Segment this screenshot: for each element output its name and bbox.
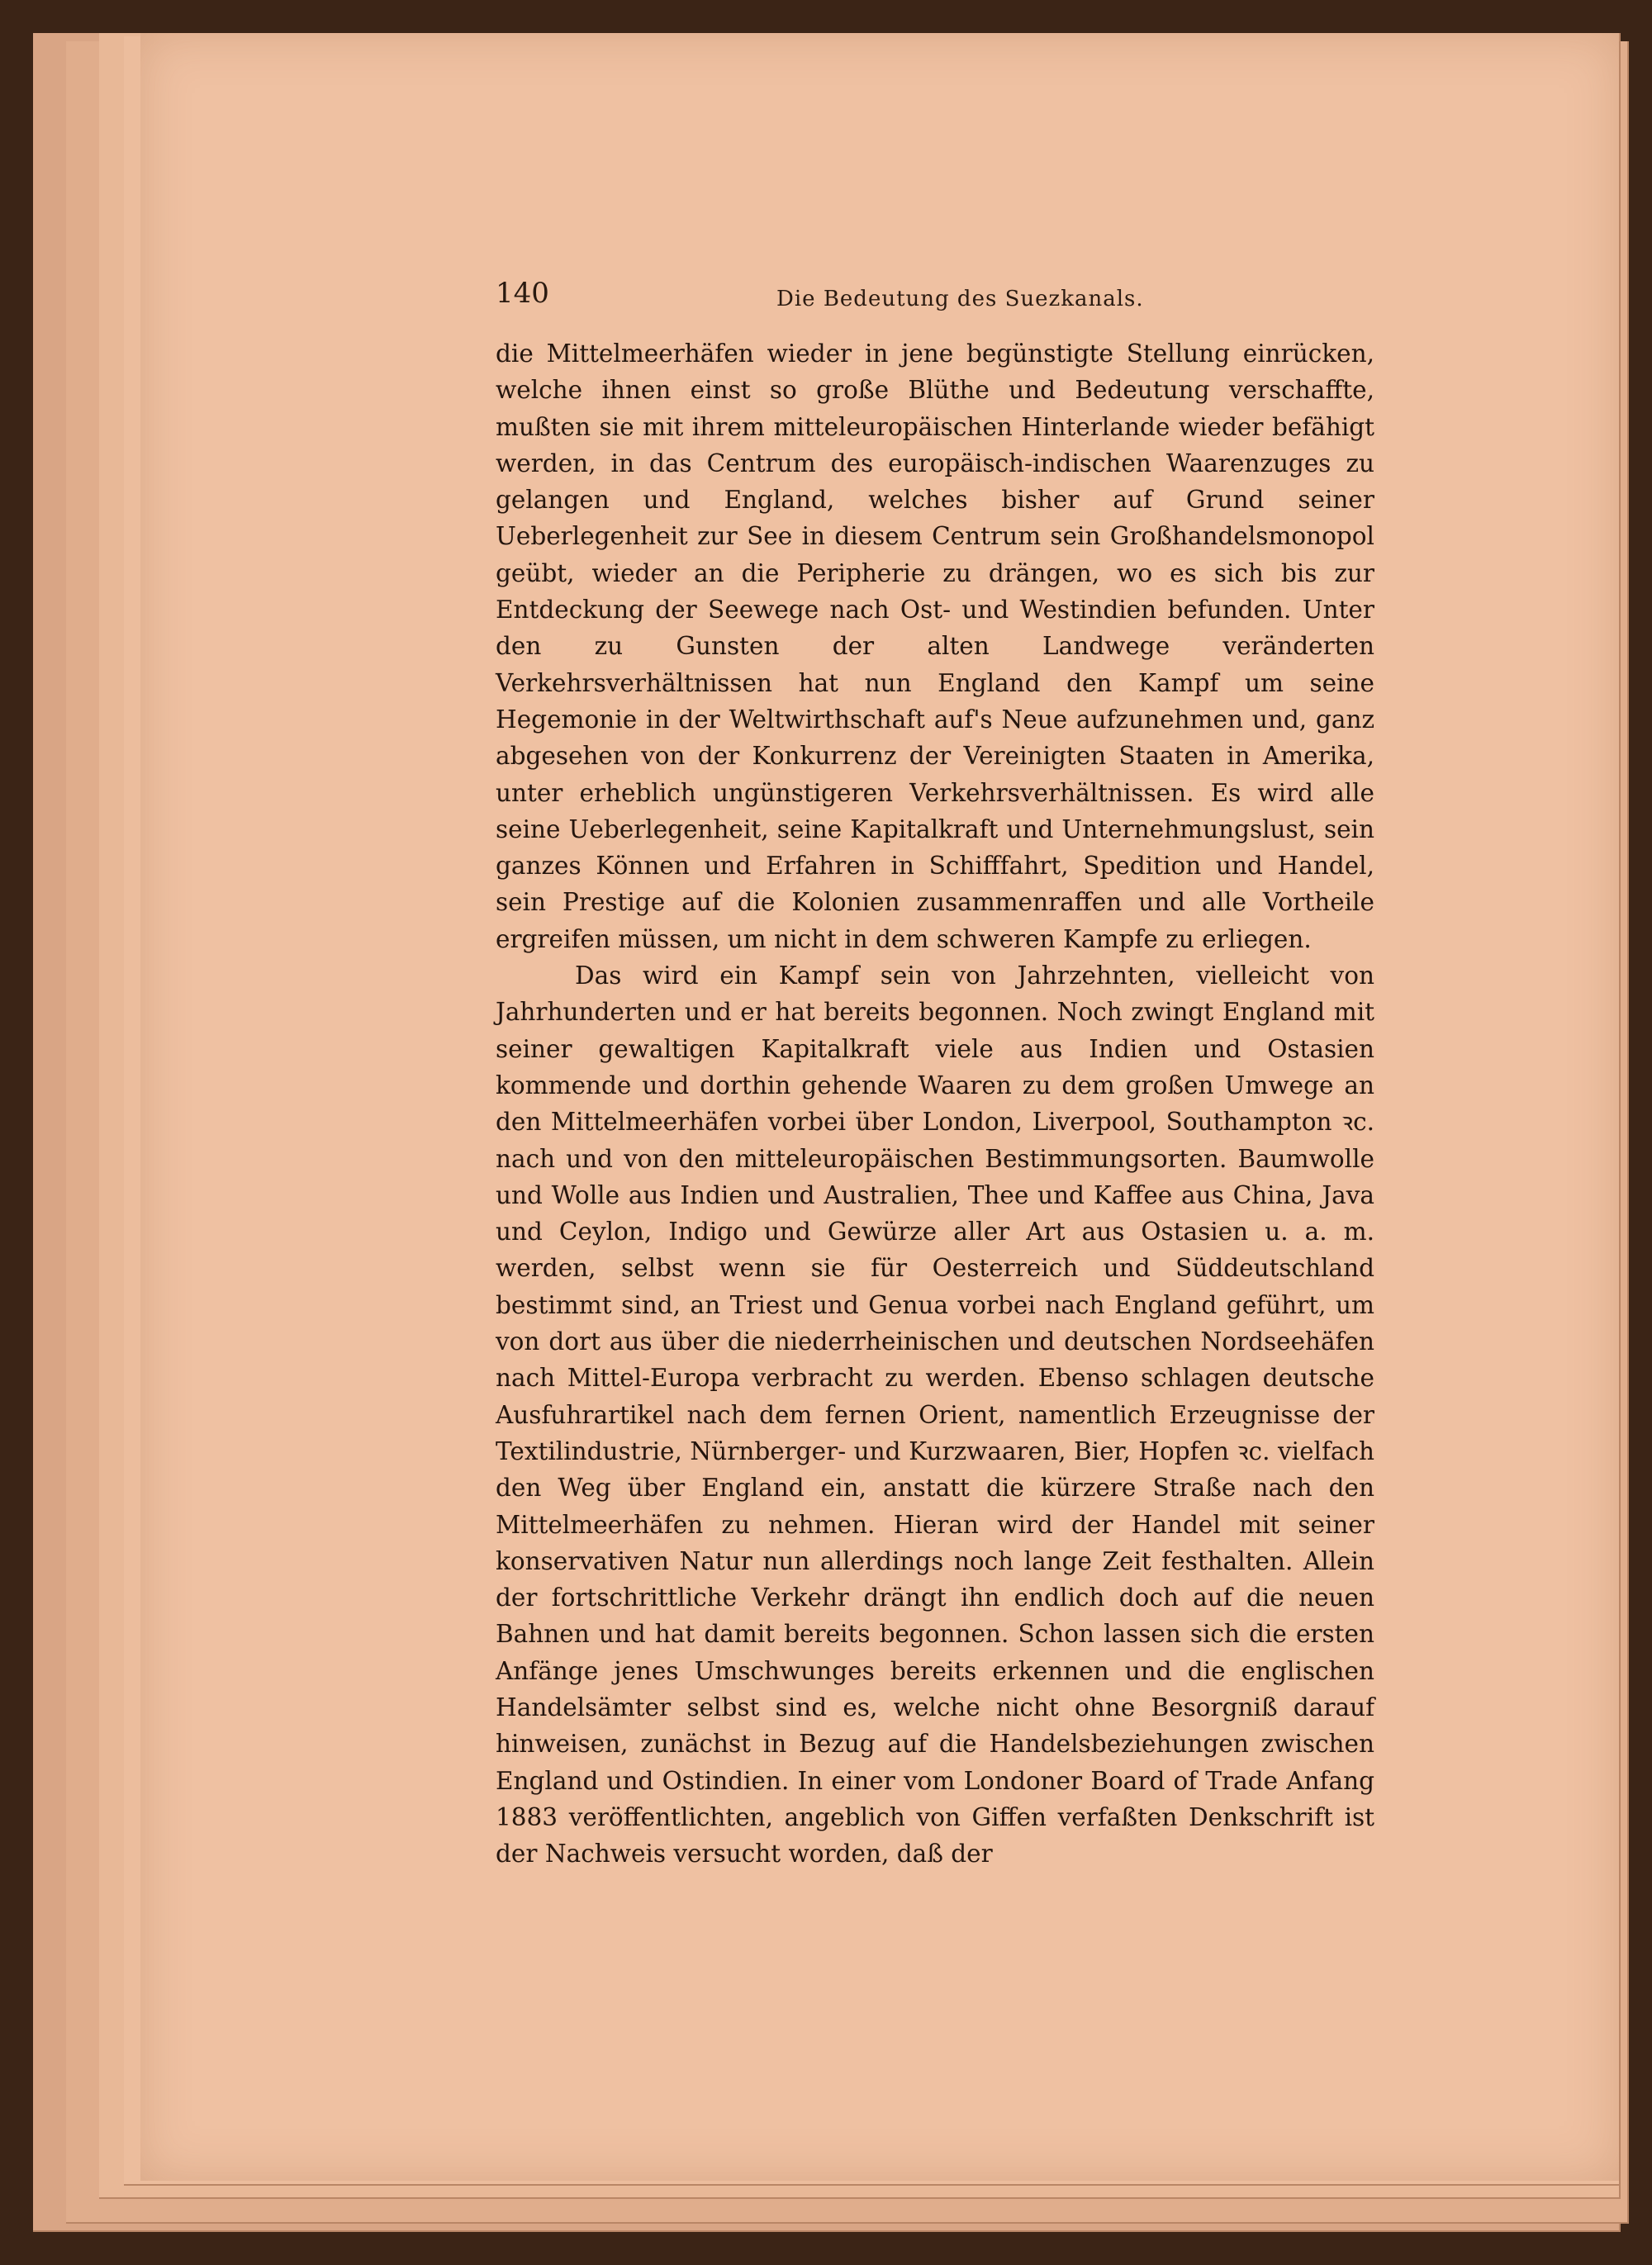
page-number: 140 — [496, 277, 549, 310]
running-head: Die Bedeutung des Suezkanals. — [776, 287, 1144, 311]
paragraph-1: die Mittelmeerhäfen wieder in jene begünstigte Stellung einrücken, welche ihnen einst so große Blüthe und Bedeutung verschaffte, mußten sie mit ihrem mitteleuropäischen Hinterlande wieder befähigt werden, in das Centrum des europäisch-indischen Waarenzuges zu gelangen und England, welches bisher auf Grund seiner Ueberlegenheit zur See in diesem Centrum sein Großhandelsmonopol geübt, wieder an die Peripherie zu drängen, wo es sich bis zur Entdeckung der Seewege nach Ost- und Westindien befunden. Unter den zu Gunsten der alten Landwege veränderten Verkehrsverhältnissen hat nun England den Kampf um seine Hegemonie in der Weltwirthschaft auf's Neue aufzunehmen und, ganz abgesehen von der Konkurrenz der Vereinigten Staaten in Amerika, unter erheblich ungünstigeren Verkehrsverhältnissen. Es wird alle seine Ueberlegenheit, seine Kapitalkraft und Unternehmungslust, sein ganzes Können und Erfahren in Schifffahrt, Spedition und Handel, sein Prestige auf die Kolonien zusammenraffen und alle Vortheile ergreifen müssen, um nicht in dem schweren Kampfe zu erliegen. — [496, 340, 1374, 953]
body-text — [496, 335, 1374, 1872]
paragraph-2: Das wird ein Kampf sein von Jahrzehnten, vielleicht von Jahrhunderten und er hat bereits begonnen. Noch zwingt England mit seiner gewaltigen Kapitalkraft viele aus Indien und Ostasien kommende und dorthin gehende Waaren zu dem großen Umwege an den Mittelmeerhäfen vorbei über London, Liverpool, Southampton ꝛc. nach und von den mitteleuropäischen Bestimmungsorten. Baumwolle und Wolle aus Indien und Australien, Thee und Kaffee aus China, Java und Ceylon, Indigo und Gewürze aller Art aus Ostasien u. a. m. werden, selbst wenn sie für Oesterreich und Süddeutschland bestimmt sind, an Triest und Genua vorbei nach England geführt, um von dort aus über die niederrheinischen und deutschen Nordseehäfen nach Mittel-Europa verbracht zu werden. Ebenso schlagen deutsche Ausfuhrartikel nach dem fernen Orient, namentlich Erzeugnisse der Textilindustrie, Nürnberger- und Kurzwaaren, Bier, Hopfen ꝛc. vielfach den Weg über England ein, anstatt die kürzere Straße nach den Mittelmeerhäfen zu nehmen. Hieran wird der Handel mit seiner konservativen Natur nun allerdings noch lange Zeit festhalten. Allein der fortschrittliche Verkehr drängt ihn endlich doch auf die neuen Bahnen und hat damit bereits begonnen. Schon lassen sich die ersten Anfänge jenes Umschwunges bereits erkennen und die englischen Handelsämter selbst sind es, welche nicht ohne Besorgniß darauf hinweisen, zunächst in Bezug auf die Handelsbeziehungen zwischen England und Ostindien. In einer vom Londoner Board of Trade Anfang 1883 veröffentlichten, angeblich von Giffen verfaßten Denkschrift ist der Nachweis versucht worden, daß der — [496, 962, 1374, 1869]
page-header — [496, 277, 1363, 326]
